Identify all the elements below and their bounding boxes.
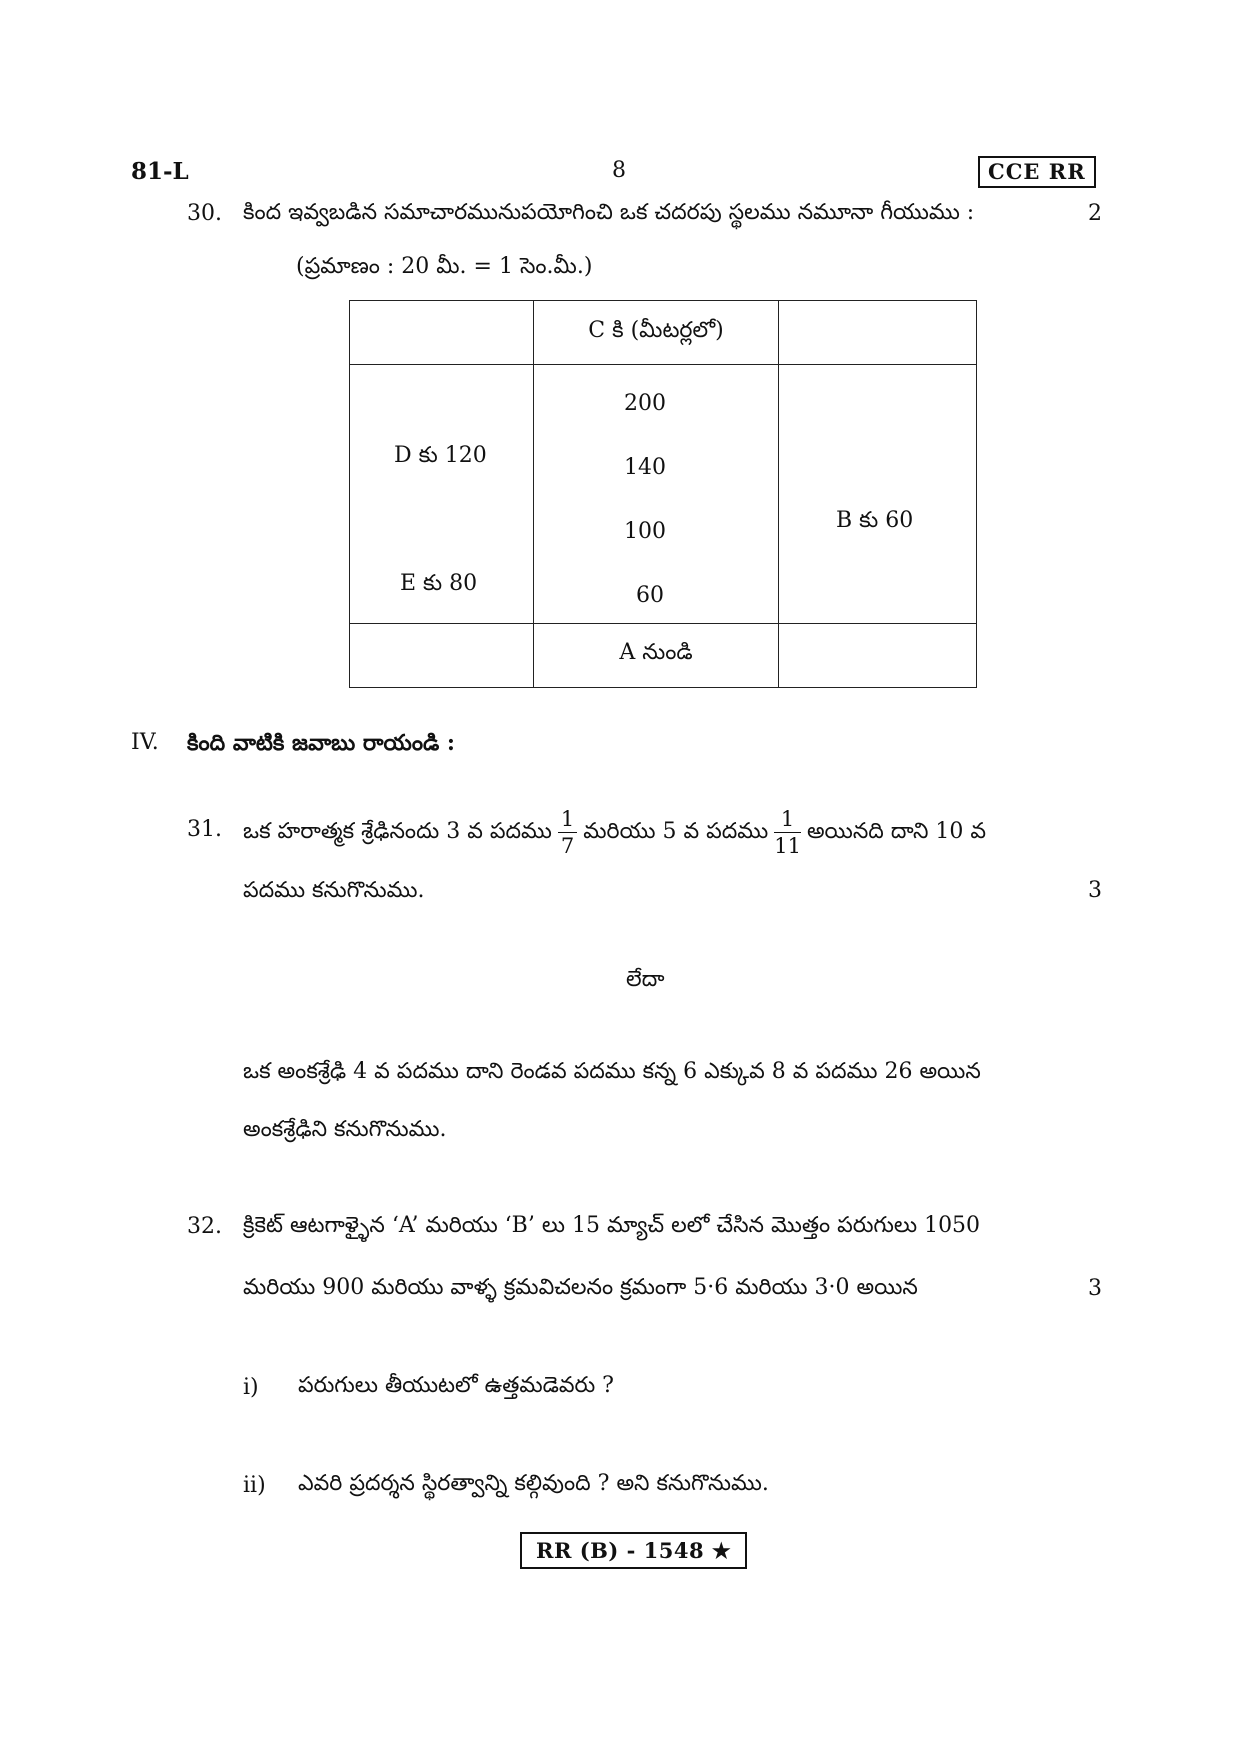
q30-number: 30.: [187, 201, 222, 226]
table-left-offsets: [350, 365, 534, 624]
chainage-value: 100: [624, 519, 666, 545]
q31-number: 31.: [187, 817, 222, 842]
q31-part1: ఒక హరాత్మక శ్రేఢినందు 3 వ పదము: [243, 819, 552, 844]
q32-line1: క్రికెట్ ఆటగాళ్ళైన ‘A’ మరియు ‘B’ లు 15 మ్యాచ్ లలో చేసిన మొత్తం పరుగులు 1050: [243, 1213, 981, 1238]
table-cell-empty: [779, 623, 977, 687]
fraction-denominator: 7: [560, 833, 575, 858]
offset-e: E కు 80: [400, 571, 478, 597]
chainage-value: 200: [624, 391, 666, 417]
q31-alt-line2: అంకశ్రేఢిని కనుగొనుము.: [243, 1117, 447, 1142]
table-cell-empty: [350, 623, 534, 687]
q30-marks: 2: [1088, 201, 1102, 226]
table-header-c: C కి (మీటర్లలో): [534, 301, 779, 365]
q30-text: కింద ఇవ్వబడిన సమాచారమునుపయోగించి ఒక చదరపు స్థలము నమూనా గీయుము :: [243, 200, 975, 225]
q32-sub1-text: పరుగులు తీయుటలో ఉత్తమడెవరు ?: [298, 1373, 614, 1398]
page-number: 8: [612, 158, 626, 183]
q32-marks: 3: [1088, 1276, 1102, 1301]
section-title: కింది వాటికి జవాబు రాయండి :: [187, 730, 456, 756]
chainage-value: 140: [624, 455, 666, 481]
chainage-value: 60: [636, 583, 664, 609]
cce-badge: CCE RR: [978, 156, 1096, 188]
q31-part2: మరియు 5 వ పదము: [583, 819, 769, 844]
or-separator: లేదా: [626, 967, 665, 992]
fraction-one-eleventh: [774, 806, 801, 859]
offset-d: D కు 120: [394, 443, 487, 469]
q31-line1: [243, 800, 986, 864]
q31-marks: 3: [1088, 878, 1102, 903]
q32-sub2-text: ఎవరి ప్రదర్శన స్థిరత్వాన్ని కల్గివుంది ? అని కనుగొనుము.: [298, 1471, 769, 1496]
table-cell-empty: [779, 301, 977, 365]
table-chainage-column: [534, 365, 779, 624]
table-footer-a: A నుండి: [534, 623, 779, 687]
fraction-numerator: 1: [558, 806, 577, 833]
fraction-numerator: 1: [774, 806, 801, 833]
q31-alt-line1: ఒక అంకశ్రేఢి 4 వ పదము దాని రెండవ పదము కన్న 6 ఎక్కువ 8 వ పదము 26 అయిన: [243, 1059, 981, 1084]
q31-part3: అయినది దాని 10 వ: [806, 819, 987, 844]
q32-number: 32.: [187, 1214, 222, 1239]
table-cell-empty: [350, 301, 534, 365]
field-book-table: [349, 300, 977, 688]
paper-code: 81-L: [131, 158, 189, 185]
q31-line2: పదము కనుగొనుము.: [243, 878, 425, 903]
table-right-offsets: [779, 365, 977, 624]
fraction-one-seventh: [558, 806, 577, 859]
q32-sub2-label: ii): [243, 1473, 266, 1498]
footer-paper-code: RR (B) - 1548 ★: [520, 1532, 747, 1569]
q32-sub1-label: i): [243, 1375, 259, 1400]
q32-line2: మరియు 900 మరియు వాళ్ళ క్రమవిచలనం క్రమంగా 5·6 మరియు 3·0 అయిన: [243, 1275, 918, 1300]
fraction-denominator: 11: [774, 833, 801, 858]
offset-b: B కు 60: [836, 508, 914, 534]
section-numeral: IV.: [131, 730, 159, 755]
q30-scale: (ప్రమాణం : 20 మీ. = 1 సెం.మీ.): [296, 254, 593, 279]
